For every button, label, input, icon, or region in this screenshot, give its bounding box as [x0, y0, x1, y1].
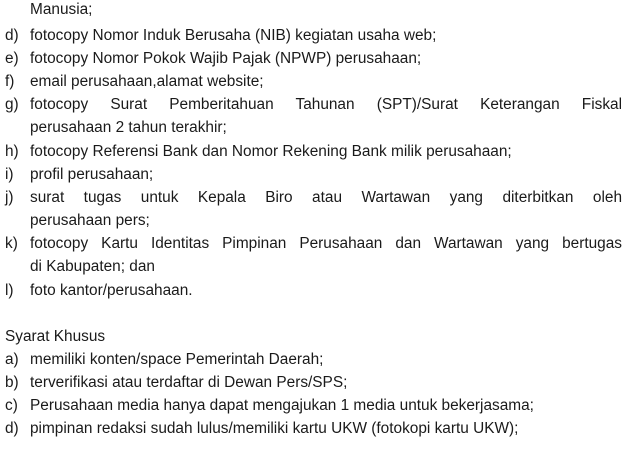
item-letter: f): [5, 73, 15, 90]
item-letter: d): [5, 420, 19, 437]
item-text: Perusahaan media hanya dapat mengajukan 1 media untuk bekerjasama;: [30, 397, 534, 414]
section-heading-text: Syarat Khusus: [5, 328, 106, 345]
item-text: pimpinan redaksi sudah lulus/memiliki kartu UKW (fotokopi kartu UKW);: [30, 420, 519, 437]
item-letter: b): [5, 374, 19, 391]
continuation-text: Manusia;: [30, 1, 93, 18]
item-text: profil perusahaan;: [30, 166, 154, 183]
item-letter: k): [5, 235, 18, 252]
item-letter: g): [5, 96, 19, 113]
item-text: surat tugas untuk Kepala Biro atau Wartawan yang diterbitkan oleh: [30, 189, 622, 206]
item-text: email perusahaan,alamat website;: [30, 73, 264, 90]
item-letter: l): [5, 282, 14, 299]
item-text: fotocopy Kartu Identitas Pimpinan Perusahaan dan Wartawan yang bertugas: [30, 235, 622, 252]
item-text: terverifikasi atau terdaftar di Dewan Pers/SPS;: [30, 374, 348, 391]
item-text: fotocopy Referensi Bank dan Nomor Rekening Bank milik perusahaan;: [30, 143, 512, 160]
item-letter: h): [5, 143, 19, 160]
item-letter: a): [5, 351, 19, 368]
item-text: memiliki konten/space Pemerintah Daerah;: [30, 351, 324, 368]
item-letter: e): [5, 50, 19, 67]
item-text-continued: di Kabupaten; dan: [30, 258, 155, 275]
item-text: fotocopy Nomor Induk Berusaha (NIB) kegiatan usaha web;: [30, 27, 437, 44]
item-letter: j): [5, 189, 14, 206]
item-text: fotocopy Nomor Pokok Wajib Pajak (NPWP) perusahaan;: [30, 50, 422, 67]
item-text: fotocopy Surat Pemberitahuan Tahunan (SPT)/Surat Keterangan Fiskal: [30, 96, 622, 113]
item-letter: d): [5, 27, 19, 44]
item-text-continued: perusahaan pers;: [30, 212, 150, 229]
item-text-continued: perusahaan 2 tahun terakhir;: [30, 119, 227, 136]
item-text: foto kantor/perusahaan.: [30, 282, 193, 299]
item-letter: i): [5, 166, 14, 183]
item-letter: c): [5, 397, 18, 414]
